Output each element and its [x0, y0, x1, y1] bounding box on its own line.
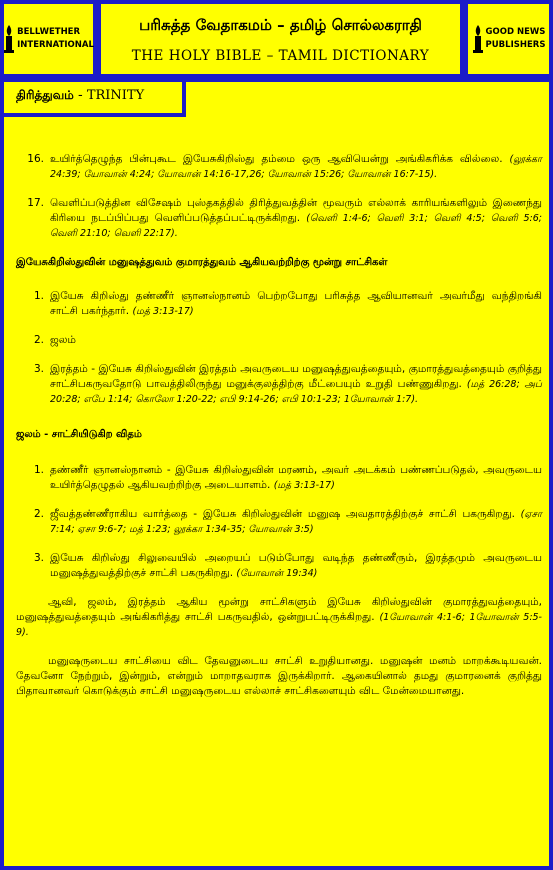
dictionary-content [16, 152, 542, 699]
bellwether-logo [0, 0, 97, 78]
heading-tamil: திரித்துவம் [16, 88, 74, 102]
list-item [16, 463, 542, 493]
heading-separator: - [73, 88, 87, 103]
list-item [16, 196, 542, 241]
body-paragraph [16, 654, 542, 699]
lamp-icon [3, 24, 15, 54]
section-title: இயேசுகிறிஸ்துவின் மனுஷத்துவம் குமாரத்துவம் ஆகியவற்றிற்கு மூன்று சாட்சிகள் [16, 257, 388, 268]
item-number: 2. [33, 508, 44, 520]
paragraph-reference: (1யோவான் 4:1-6; 1யோவான் 5:5-9). [16, 612, 542, 638]
paragraph-text: மனுஷருடைய சாட்சியை விட தேவனுடைய சாட்சி உறுதியானது. மனுஷன் மனம் மாறக்கூடியவன். தேவனோ நேற்றும், இன்றும், என்றும் மாறாதவராக இருக்கிறார். ஆகையினால் தமது குமாரனைக் குறித்து பிதாவானவர் கொடுக்கும் சாட்சி மனுஷருடைய எல்லாச் சாட்சிகளையும் விட மேன்மையானது. [16, 655, 542, 697]
list-item [16, 289, 542, 319]
item-reference: (மத் 3:13-17) [273, 480, 335, 491]
item-text: வெளிப்படுத்தின விசேஷம் புஸ்தகத்தில் திரித்துவத்தின் மூவரும் எல்லாக் காரியங்களிலும் இணைந்து கிரியை நடப்பிப்பது வெளிப்படுத்தப்பட்டிருக்கிறது. [50, 197, 542, 224]
logo-left-line2: INTERNATIONAL [17, 40, 94, 50]
topic-heading [0, 78, 186, 117]
logo-left-line1: BELLWETHER [17, 27, 81, 37]
good-news-logo [464, 0, 553, 78]
heading-english: TRINITY [86, 88, 145, 103]
item-number: 1. [33, 464, 44, 476]
item-reference: (யோவான் 19:34) [236, 568, 318, 579]
paragraph-text: ஆவி, ஜலம், இரத்தம் ஆகிய மூன்று சாட்சிகளும் இயேசு கிறிஸ்துவின் குமாரத்துவத்தையும், மனுஷத்துவத்தையும் அங்கிகரித்து சாட்சி பகருவதில், ஒன்றுபட்டிருக்கிறது. [16, 596, 542, 623]
item-number: 17. [27, 197, 44, 209]
list-item [16, 333, 542, 348]
item-text: ஜலம் [50, 334, 76, 346]
item-text: உயிர்த்தெழுந்த பின்புகூட இயேசுகிறிஸ்து தம்மை ஒரு ஆவியென்று அங்கிகரிக்க வில்லை. [50, 153, 503, 165]
item-number: 3. [33, 363, 44, 375]
item-text: இயேசு கிறிஸ்து சிலுவையில் அறையப் படும்போது வடிந்த தண்ணீரும், இரத்தமும் அவருடைய மனுஷத்துவத்திற்குச் சாட்சி பகருகிறது. [50, 552, 542, 579]
title-banner [97, 0, 464, 78]
lamp-icon [472, 24, 484, 54]
logo-right-line1: GOOD NEWS [485, 27, 546, 37]
list-item [16, 362, 542, 407]
title-tamil: பரிசுத்த வேதாகமம் – தமிழ் சொல்லகராதி [139, 16, 422, 34]
item-number: 2. [33, 334, 44, 346]
logo-right-line2: PUBLISHERS [485, 40, 546, 50]
item-text: இயேசு கிறிஸ்து தண்ணீர் ஞானஸ்நானம் பெற்றபோது பரிசுத்த ஆவியானவர் அவர்மீது வந்திறங்கி சாட்சி பகர்ந்தார். [50, 290, 542, 317]
item-number: 1. [33, 290, 44, 302]
item-text: ஜீவத்தண்ணீராகிய வார்த்தை - இயேசு கிறிஸ்துவின் மனுஷ அவதாரத்திற்குச் சாட்சி பகருகிறது. [50, 508, 515, 520]
section-title: ஜலம் - சாட்சியிடுகிற விதம் [16, 429, 142, 440]
list-item [16, 152, 542, 182]
item-reference: (லூக்கா 24:39; யோவான் 4:24; யோவான் 14:16-17,26; யோவான் 15:26; யோவான் 16:7-15). [50, 154, 542, 180]
item-text: தண்ணீர் ஞானஸ்நானம் - இயேசு கிறிஸ்துவின் மரணம், அவர் அடக்கம் பண்ணப்படுதல், அவருடைய உயிர்த்தெழுதல் ஆகியவற்றிற்கு அடையாளம். [50, 464, 542, 491]
list-item [16, 507, 542, 537]
list-item [16, 551, 542, 581]
item-text: இரத்தம் - இயேசு கிறிஸ்துவின் இரத்தம் அவருடைய மனுஷத்துவத்தையும், குமாரத்துவத்தையும் குறித்து சாட்சிபகருவதோடு பாவத்திலிருந்து மனுக்குலத்திற்கு மீட்பையும் உறுதி பண்ணுகிறது. [50, 363, 542, 390]
item-reference: (மத் 3:13-17) [132, 306, 194, 317]
item-number: 16. [27, 153, 44, 165]
title-english: THE HOLY BIBLE – TAMIL DICTIONARY [131, 48, 430, 64]
item-reference: (ஏசா 7:14; ஏசா 9:6-7; மத் 1:23; லூக்கா 1:34-35; யோவான் 3:5) [50, 509, 542, 535]
item-number: 3. [33, 552, 44, 564]
item-reference: (வெளி 1:4-6; வெளி 3:1; வெளி 4:5; வெளி 5:6; வெளி 21:10; வெளி 22:17). [50, 213, 543, 239]
body-paragraph [16, 595, 542, 640]
item-reference: (மத் 26:28; அப் 20:28; எபே 1:14; கொலோ 1:20-22; எபி 9:14-26; எபி 10:1-23; 1யோவான் 1:7). [50, 379, 542, 405]
